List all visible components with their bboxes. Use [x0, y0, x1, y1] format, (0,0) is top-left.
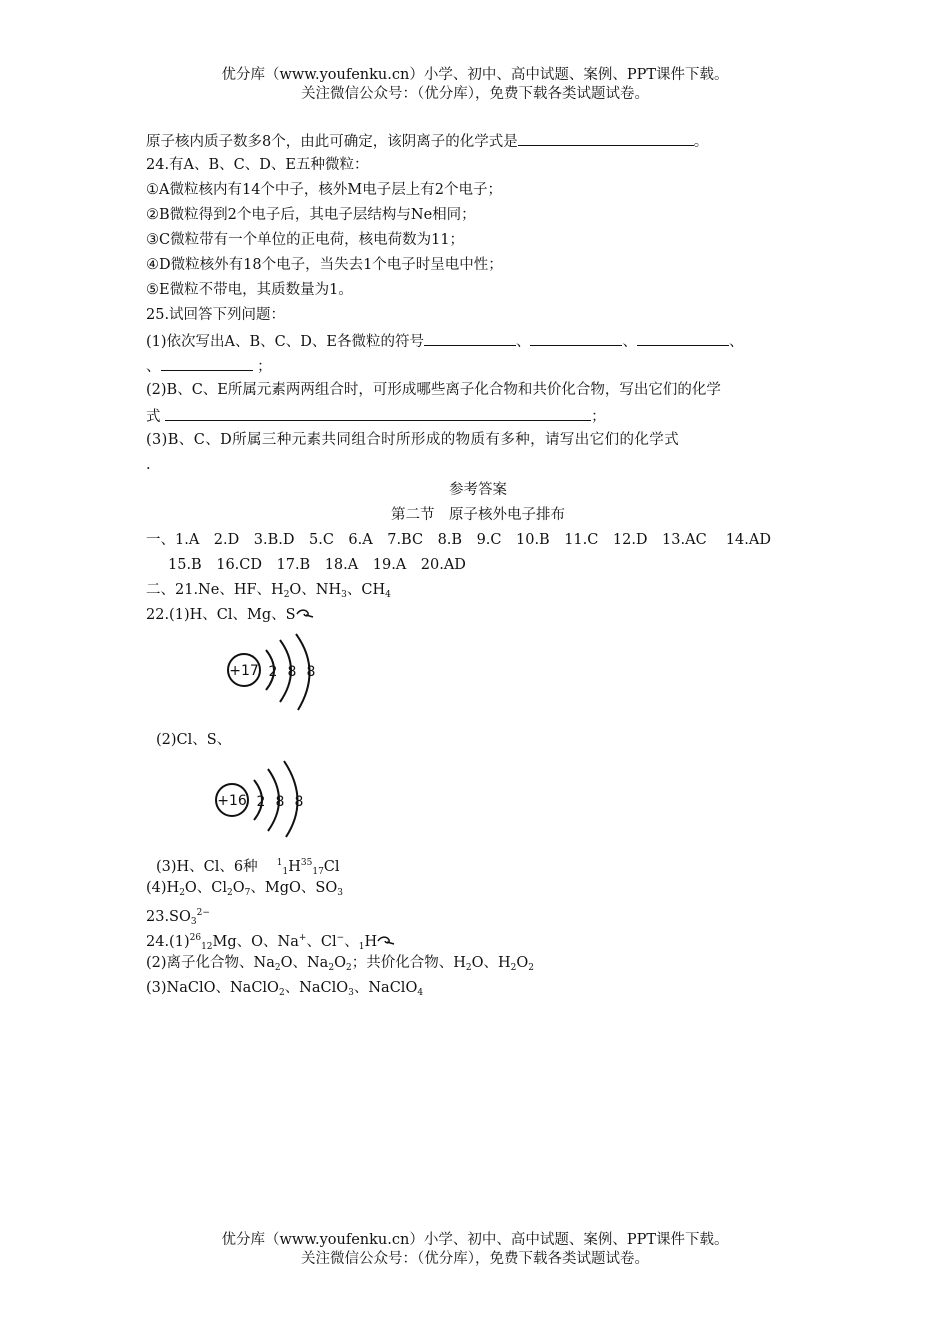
atom-diagram-cl	[146, 628, 810, 712]
shell-count-3: 8	[294, 794, 304, 810]
q24-title: 24.有A、B、C、D、E五种微粒：	[146, 157, 369, 173]
shell-count-3: 8	[306, 664, 316, 680]
q25-part-3: (3)B、C、D所属三种元素共同组合时所形成的物质有多种，请写出它们的化学式	[146, 432, 680, 448]
q25-part-1: (1)依次写出A、B、C、D、E各微粒的符号 、 、 、	[146, 328, 810, 353]
shell-count-1: 2	[268, 664, 278, 680]
q25-part-3-end: .	[146, 457, 151, 473]
footer-line-1: 优分库（www.youfenku.cn）小学、初中、高中试题、案例、PPT课件下载。	[221, 1232, 729, 1248]
answer-blank[interactable]	[518, 128, 694, 146]
q24-item-3: ③C微粒带有一个单位的正电荷，核电荷数为11；	[146, 232, 465, 248]
answer-22-4: $(4)H_2O$、$Cl_2O_7$、MgO、$SO_3$	[146, 880, 343, 898]
answer-21: 二、21.Ne、HF、$H_2O$、$NH_3$、$CH_4$	[146, 582, 391, 600]
q23-tail: 原子核内质子数多8个，由此可确定，该阴离子的化学式是 。	[146, 128, 810, 153]
q25-part-1-cont: 、 ；	[146, 353, 810, 378]
q24-item-5: ⑤E微粒不带电，其质数量为1。	[146, 282, 353, 298]
q25-title: 25.试回答下列问题：	[146, 307, 286, 323]
atom-diagram-s	[146, 755, 810, 839]
q25-part-2b: 式 ；	[146, 403, 810, 428]
footer-line-2: 关注微信公众号：（优分库），免费下载各类试题试卷。	[301, 1251, 649, 1267]
page-footer	[0, 1231, 950, 1269]
page-header	[0, 66, 950, 104]
q24-item-4: ④D微粒核外有18个电子，当失去1个电子时呈电中性；	[146, 257, 503, 273]
answer-22-1: 22.(1)H、Cl、Mg、S	[146, 603, 810, 628]
swirl-icon	[296, 608, 314, 620]
answer-blank-e[interactable]	[165, 403, 591, 421]
nucleus-charge: +16	[217, 793, 247, 809]
q25-part-2a: (2)B、C、E所属元素两两组合时，可形成哪些离子化合物和共价化合物，写出它们的化学	[146, 382, 721, 398]
electron-shell-diagram	[222, 628, 422, 712]
answer-blank-b[interactable]	[530, 328, 622, 346]
swirl-icon	[377, 935, 395, 947]
document-body	[146, 128, 810, 1001]
header-line-1: 优分库（www.youfenku.cn）小学、初中、高中试题、案例、PPT课件下载。	[221, 67, 729, 83]
answer-line-2: 15.B 16.CD 17.B 18.A 19.A 20.AD	[168, 557, 466, 573]
shell-count-2: 8	[287, 664, 297, 680]
answer-24-2: (2)离子化合物、$Na_2O$、$Na_2O_2$；共价化合物、$H_2O$、$H_2O_2$	[146, 955, 534, 973]
q24-item-2: ②B微粒得到2个电子后，其电子层结构与Ne相同；	[146, 207, 476, 223]
answer-blank-d[interactable]	[161, 353, 253, 371]
q24-item-1: ①A微粒核内有14个中子，核外M电子层上有2个电子；	[146, 182, 502, 198]
answers-section-title: 第二节 原子核外电子排布	[391, 507, 565, 523]
answer-blank-a[interactable]	[424, 328, 516, 346]
answer-24-3: (3)NaClO、NaClO$_2$、NaClO$_3$、NaClO$_4$	[146, 980, 424, 998]
electron-shell-diagram	[210, 755, 410, 839]
answer-22-3: (3)H、Cl、6种 $^1_1H^{35}_{17}Cl$	[156, 858, 340, 877]
nucleus-charge: +17	[229, 663, 259, 679]
answer-23: $23.SO_3^{2-}$	[146, 908, 210, 927]
shell-count-2: 8	[275, 794, 285, 810]
answer-24-1: $24.(1)^{26}_{12}Mg$、O、Na+、Cl−、$_1$H	[146, 926, 810, 951]
answer-blank-c[interactable]	[637, 328, 729, 346]
answers-title: 参考答案	[449, 482, 507, 498]
answer-line-1: 一、1.A 2.D 3.B.D 5.C 6.A 7.BC 8.B 9.C 10.B 11.C 12.D 13.AC 14.AD	[146, 532, 771, 548]
answer-22-2: (2)Cl、S、	[156, 732, 232, 748]
shell-count-1: 2	[256, 794, 266, 810]
header-line-2: 关注微信公众号：（优分库），免费下载各类试题试卷。	[301, 86, 649, 102]
